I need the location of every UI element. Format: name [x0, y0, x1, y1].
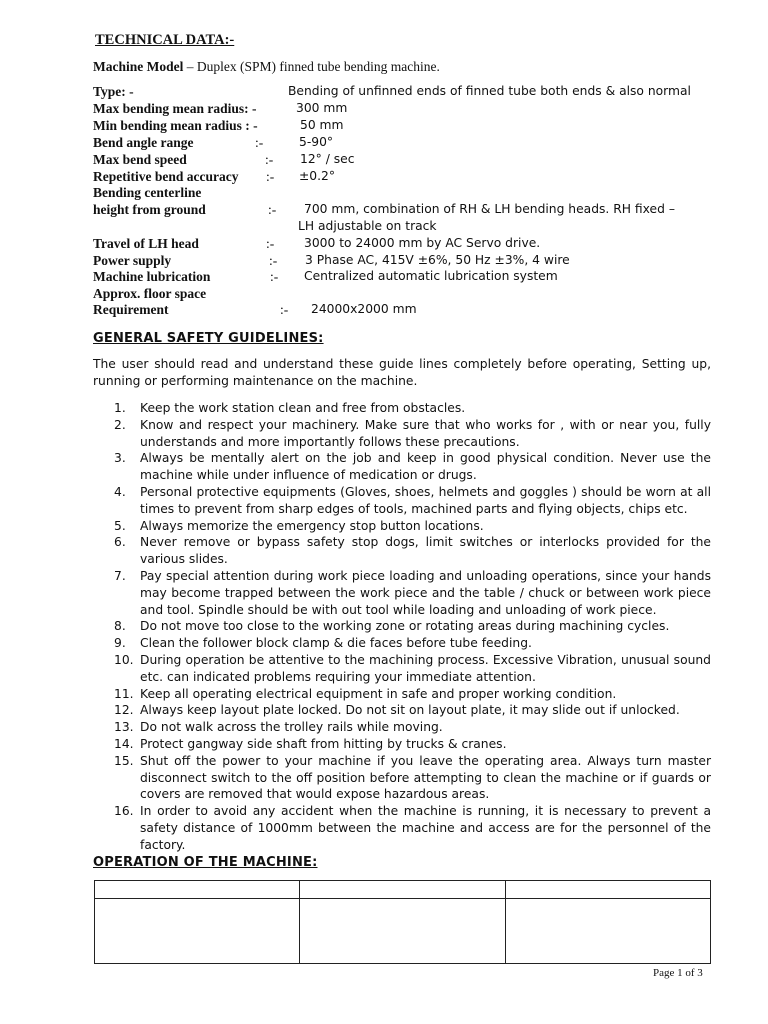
- spec-value: 3 Phase AC, 415V ±6%, 50 Hz ±3%, 4 wire: [305, 253, 570, 267]
- guideline-item: [93, 400, 711, 417]
- guideline-item: [93, 568, 711, 618]
- safety-heading: GENERAL SAFETY GUIDELINES:: [93, 331, 324, 346]
- guideline-text: Always be mentally alert on the job and keep in good physical condition. Never use the machine while under influence of medication or drugs.: [140, 451, 711, 483]
- guideline-text: Know and respect your machinery. Make sure that who works for , with or near you, fully understands and more importantly follows these precautions.: [140, 417, 711, 449]
- guideline-text: Do not move too close to the working zone or rotating areas during machining cycles.: [140, 619, 670, 634]
- guideline-number: 11.: [114, 686, 134, 701]
- operation-heading: OPERATION OF THE MACHINE:: [93, 855, 318, 870]
- guideline-text: Always memorize the emergency stop button locations.: [140, 518, 484, 533]
- table-row: [95, 899, 711, 964]
- spec-value: 50 mm: [300, 118, 344, 132]
- table-cell: [300, 899, 505, 964]
- guideline-text: Personal protective equipments (Gloves, shoes, helmets and goggles ) should be worn at all times to prevent from sharp edges of tools, machined parts and flying objects, chips etc.: [140, 484, 711, 516]
- guideline-number: 10.: [114, 652, 134, 667]
- spec-label: Max bending mean radius: -: [93, 101, 257, 116]
- spec-label: Machine lubrication: [93, 269, 211, 284]
- guideline-item: [93, 652, 711, 686]
- spec-value: 3000 to 24000 mm by AC Servo drive.: [304, 236, 541, 250]
- spec-label: Travel of LH head: [93, 236, 199, 251]
- guideline-text: Do not walk across the trolley rails while moving.: [140, 720, 443, 735]
- guideline-number: 9.: [114, 636, 126, 651]
- guideline-item: [93, 736, 711, 753]
- spec-value: 12° / sec: [300, 152, 355, 166]
- table-cell: [300, 881, 505, 899]
- guideline-text: Always keep layout plate locked. Do not sit on layout plate, it may slide out if unlocked.: [140, 703, 680, 718]
- guideline-number: 14.: [114, 736, 134, 751]
- spec-label: Approx. floor space: [93, 286, 207, 301]
- operation-table: [94, 880, 711, 964]
- spec-label: Type: -: [93, 84, 134, 99]
- guideline-text: Pay special attention during work piece loading and unloading operations, since your hands may become trapped between the work piece and the table / chuck or between work piece and tool. Spindle should be with out tool while loading and unloading of work piece.: [140, 568, 711, 617]
- guideline-number: 1.: [114, 401, 126, 415]
- spec-label: height from ground: [93, 202, 206, 217]
- guideline-item: [93, 417, 711, 451]
- spec-separator: :-: [280, 302, 289, 317]
- guideline-number: 15.: [114, 753, 134, 768]
- machine-model-value: – Duplex (SPM) finned tube bending machine.: [186, 59, 440, 74]
- technical-data-heading: TECHNICAL DATA:-: [95, 32, 235, 48]
- table-cell: [95, 899, 300, 964]
- spec-value: Bending of unfinned ends of finned tube both ends & also normal: [288, 84, 691, 98]
- safety-intro: The user should read and understand these guide lines completely before operating, Setting up, running or performing maintenance on the machine.: [93, 357, 711, 388]
- spec-value: ±0.2°: [299, 169, 336, 183]
- guideline-number: 4.: [114, 484, 126, 499]
- table-cell: [505, 899, 710, 964]
- guideline-item: [93, 702, 711, 719]
- spec-label: Bending centerline: [93, 185, 202, 200]
- guideline-text: Clean the follower block clamp & die faces before tube feeding.: [140, 636, 532, 651]
- guideline-number: 2.: [114, 417, 126, 432]
- spec-separator: :-: [270, 269, 279, 284]
- spec-value: 300 mm: [296, 101, 348, 115]
- guideline-number: 12.: [114, 703, 134, 718]
- guideline-item: [93, 618, 711, 635]
- guideline-item: [93, 534, 711, 568]
- spec-value: 24000x2000 mm: [311, 302, 417, 316]
- spec-separator: :-: [269, 253, 278, 268]
- spec-separator: :-: [268, 202, 277, 217]
- spec-label: Max bend speed: [93, 152, 187, 167]
- guideline-text: Shut off the power to your machine if you leave the operating area. Always turn master disconnect switch to the off position before attempting to clean the machine or if guards or covers are removed that would expose hazardous areas.: [140, 753, 711, 802]
- spec-label: Requirement: [93, 302, 169, 317]
- spec-value: 5-90°: [299, 135, 334, 149]
- table-header-row: [95, 881, 711, 899]
- guideline-item: [93, 803, 711, 853]
- table-cell: [95, 881, 300, 899]
- guideline-number: 13.: [114, 720, 134, 735]
- spec-label: Min bending mean radius : -: [93, 118, 258, 133]
- guideline-text: Never remove or bypass safety stop dogs, limit switches or interlocks provided for the various slides.: [140, 535, 711, 567]
- guideline-item: [93, 484, 711, 518]
- guideline-text: Protect gangway side shaft from hitting by trucks & cranes.: [140, 736, 507, 751]
- guideline-number: 3.: [114, 451, 126, 466]
- guideline-item: [93, 518, 711, 535]
- guideline-text: During operation be attentive to the machining process. Excessive Vibration, unusual sound etc. can indicated problems requiring your immediate attention.: [140, 652, 711, 684]
- page-number: Page 1 of 3: [653, 967, 703, 979]
- guideline-item: [93, 686, 711, 703]
- machine-model-line: [93, 59, 440, 75]
- guideline-item: [93, 450, 711, 484]
- guideline-number: 6.: [114, 535, 126, 550]
- guideline-item: [93, 753, 711, 803]
- spec-label: Repetitive bend accuracy: [93, 169, 239, 184]
- guideline-number: 5.: [114, 518, 126, 533]
- spec-label: Power supply: [93, 253, 172, 268]
- spec-separator: :-: [266, 169, 275, 184]
- spec-value-continued: LH adjustable on track: [298, 219, 437, 233]
- guideline-text: In order to avoid any accident when the machine is running, it is necessary to prevent a safety distance of 1000mm between the machine and access are for the personnel of the factory.: [140, 804, 711, 852]
- table-cell: [505, 881, 710, 899]
- guideline-number: 7.: [114, 568, 126, 583]
- spec-value: 700 mm, combination of RH & LH bending heads. RH fixed –: [304, 202, 675, 216]
- machine-model-label: Machine Model: [93, 59, 184, 74]
- guideline-item: [93, 719, 711, 736]
- guideline-item: [93, 635, 711, 652]
- guideline-text: Keep the work station clean and free from obstacles.: [140, 401, 466, 415]
- spec-separator: :-: [265, 152, 274, 167]
- spec-separator: :-: [266, 236, 275, 251]
- safety-guidelines-list: [93, 400, 711, 854]
- guideline-number: 16.: [114, 804, 134, 819]
- spec-separator: :-: [255, 135, 264, 150]
- guideline-text: Keep all operating electrical equipment in safe and proper working condition.: [140, 686, 617, 701]
- spec-value: Centralized automatic lubrication system: [304, 269, 558, 283]
- guideline-number: 8.: [114, 619, 126, 634]
- spec-label: Bend angle range: [93, 135, 194, 150]
